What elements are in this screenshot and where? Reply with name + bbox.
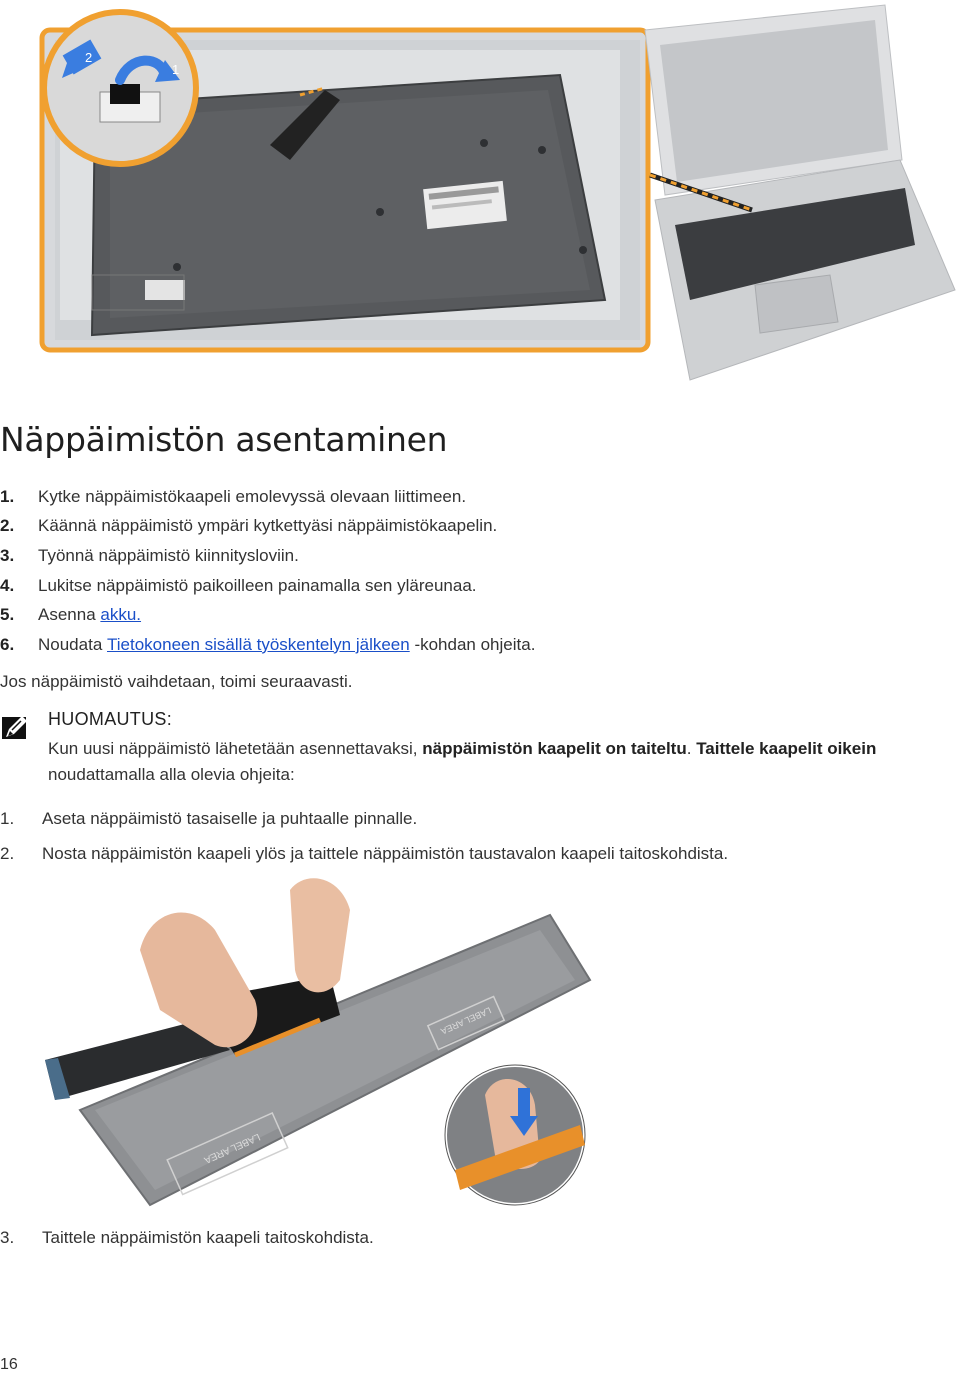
pencil-note-icon — [0, 713, 30, 743]
right-hand — [290, 878, 350, 992]
substep-text: Nosta näppäimistön kaapeli ylös ja taittele näppäimistön taustavalon kaapeli taitoskohdista. — [42, 844, 729, 863]
step-text-suffix: -kohdan ohjeita. — [409, 634, 536, 654]
battery-link[interactable]: akku. — [100, 605, 142, 625]
step-text: Lukitse näppäimistö paikoilleen painamalla sen yläreunaa. — [38, 575, 477, 595]
note-text: Kun uusi näppäimistö lähetetään asennettavaksi, — [48, 739, 423, 758]
substep-number: 2. — [0, 844, 15, 863]
left-hand — [140, 913, 257, 1048]
substep-number: 3. — [0, 1228, 15, 1247]
step-1 — [0, 482, 535, 512]
after-working-inside-link[interactable]: Tietokoneen sisällä työskentelyn jälkeen — [107, 634, 410, 654]
figure-cable-folding — [40, 870, 610, 1215]
step-2 — [0, 512, 535, 542]
callout-1-label: 1 — [172, 62, 180, 77]
step-number: 3. — [0, 545, 15, 565]
note-bold: Taittele kaapelit oikein — [696, 739, 877, 758]
figure-keyboard-installation — [0, 0, 960, 395]
page-title: Näppäimistön asentaminen — [0, 420, 448, 459]
step-4 — [0, 571, 535, 601]
step-number: 4. — [0, 575, 15, 595]
step-text: Noudata — [38, 634, 107, 654]
substep-number: 1. — [0, 809, 15, 828]
step-number: 6. — [0, 634, 15, 654]
step-number: 1. — [0, 486, 15, 506]
step-number: 5. — [0, 605, 15, 625]
callout-2-label: 2 — [85, 50, 93, 65]
label-area-large: LABEL AREA — [202, 1130, 262, 1166]
substep-text: Taittele näppäimistön kaapeli taitoskohdista. — [42, 1228, 374, 1247]
note-title: HUOMAUTUS: — [48, 709, 172, 729]
step-5 — [0, 600, 535, 630]
step-text: Työnnä näppäimistö kiinnitysloviin. — [38, 545, 299, 565]
substep-3 — [0, 1228, 374, 1248]
substep-1 — [0, 809, 417, 829]
note-text: noudattamalla alla olevia ohjeita: — [48, 765, 295, 784]
substep-text: Aseta näppäimistö tasaiselle ja puhtaalle pinnalle. — [42, 809, 418, 828]
step-number: 2. — [0, 516, 15, 536]
step-text: Kytke näppäimistökaapeli emolevyssä olevaan liittimeen. — [38, 486, 467, 506]
replacement-intro: Jos näppäimistö vaihdetaan, toimi seuraavasti. — [0, 672, 353, 691]
step-6 — [0, 630, 535, 660]
step-3 — [0, 541, 535, 571]
step-text: Käännä näppäimistö ympäri kytkettyäsi näppäimistökaapelin. — [38, 516, 498, 536]
step-text: Asenna — [38, 605, 101, 625]
note-bold: näppäimistön kaapelit on taiteltu — [422, 739, 687, 758]
substep-2 — [0, 844, 728, 864]
page-number: 16 — [0, 1356, 18, 1373]
note-text: . — [686, 739, 697, 758]
note-body — [48, 736, 928, 788]
installation-steps — [0, 482, 535, 660]
label-area-small: LABEL AREA — [439, 1005, 493, 1037]
